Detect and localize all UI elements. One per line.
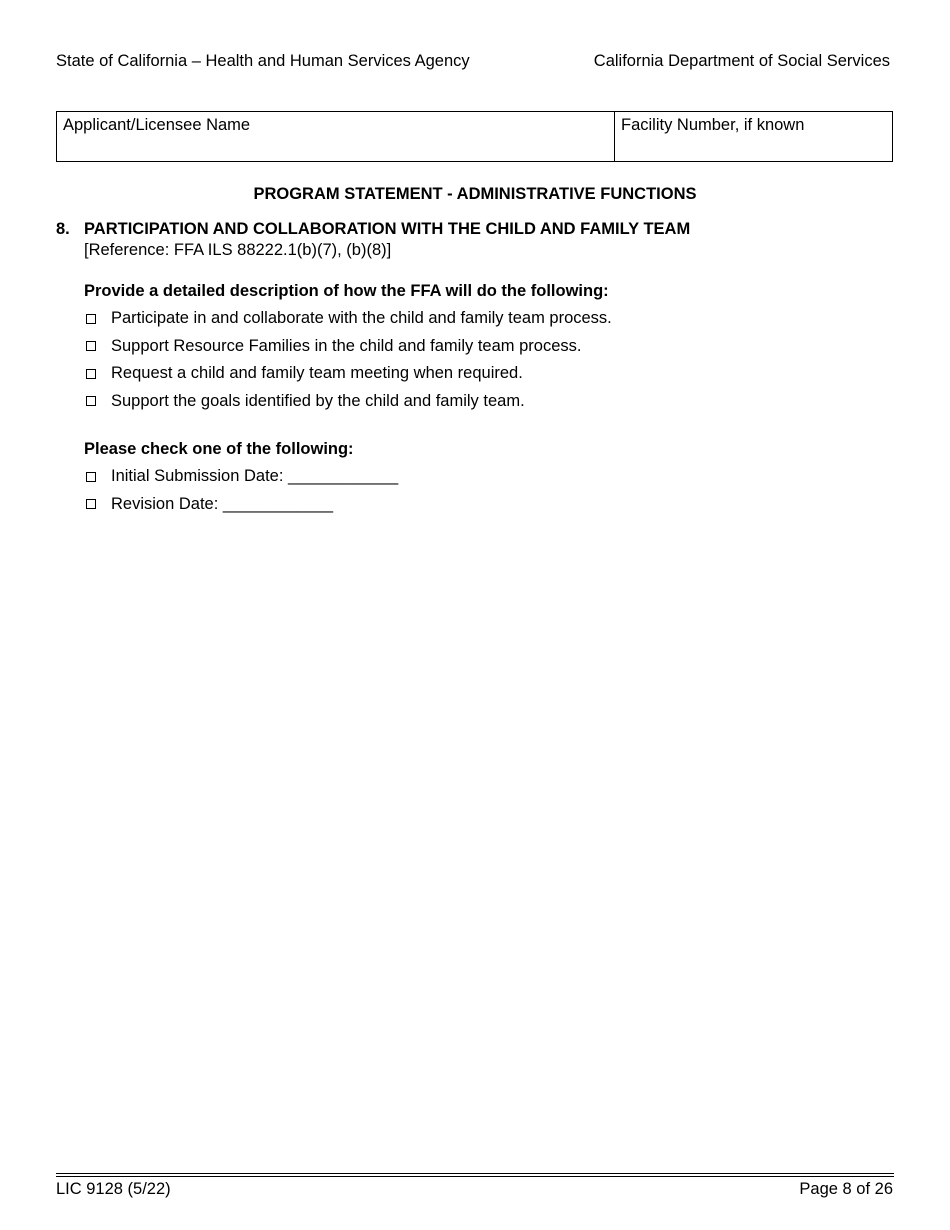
- initial-submission-option: [84, 463, 398, 491]
- revision-label: Revision Date: ____________: [111, 494, 334, 513]
- submission-options: [84, 463, 398, 518]
- checkbox-icon[interactable]: [86, 396, 96, 406]
- list-item: [84, 333, 612, 361]
- footer-divider: [56, 1173, 894, 1174]
- section-title: PARTICIPATION AND COLLABORATION WITH THE CHILD AND FAMILY TEAM: [84, 220, 691, 238]
- page-number: Page 8 of 26: [799, 1180, 893, 1198]
- checkbox-icon[interactable]: [86, 499, 96, 509]
- task-text: Participate in and collaborate with the child and family team process.: [111, 309, 612, 328]
- check-heading: Please check one of the following:: [84, 440, 354, 458]
- task-list: [84, 305, 612, 415]
- checkbox-icon[interactable]: [86, 314, 96, 324]
- form-id: LIC 9128 (5/22): [56, 1180, 171, 1198]
- facility-number-field[interactable]: [615, 112, 892, 161]
- header-department: California Department of Social Services: [593, 52, 890, 70]
- task-text: Request a child and family team meeting when required.: [111, 364, 523, 383]
- task-text: Support Resource Families in the child and family team process.: [111, 336, 582, 355]
- list-item: [84, 360, 612, 388]
- section-reference: [Reference: FFA ILS 88222.1(b)(7), (b)(8)]: [84, 241, 392, 259]
- list-item: [84, 305, 612, 333]
- applicant-info-table: [56, 111, 893, 162]
- checkbox-icon[interactable]: [86, 472, 96, 482]
- applicant-name-label: Applicant/Licensee Name: [63, 116, 251, 134]
- revision-option: [84, 491, 398, 519]
- list-item: [84, 388, 612, 416]
- checkbox-icon[interactable]: [86, 369, 96, 379]
- footer-divider: [56, 1176, 894, 1177]
- task-text: Support the goals identified by the child and family team.: [111, 391, 525, 410]
- form-title: PROGRAM STATEMENT - ADMINISTRATIVE FUNCTIONS: [253, 185, 697, 203]
- header-agency: State of California – Health and Human Services Agency: [56, 52, 470, 70]
- instructions-heading: Provide a detailed description of how the FFA will do the following:: [84, 282, 609, 300]
- initial-submission-label: Initial Submission Date: ____________: [111, 467, 399, 486]
- facility-number-label: Facility Number, if known: [621, 116, 805, 134]
- section-number: 8.: [56, 220, 70, 238]
- applicant-name-field[interactable]: [57, 112, 615, 161]
- checkbox-icon[interactable]: [86, 341, 96, 351]
